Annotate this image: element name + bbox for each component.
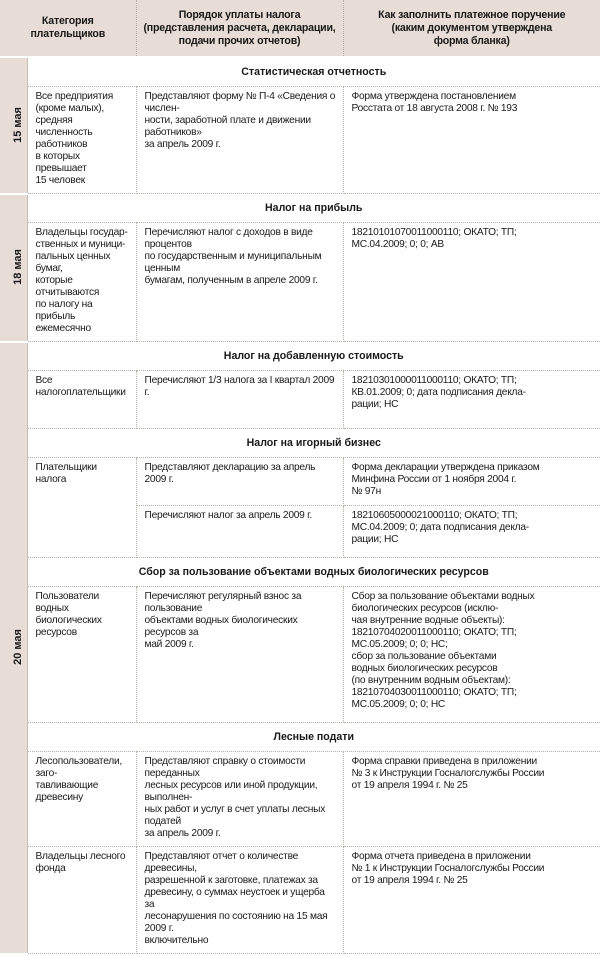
header-form: Как заполнить платежное поручение (каким документом утверждена форма бланка) — [343, 0, 600, 57]
section-title-vat: Налог на добавленную стоимость — [27, 342, 600, 371]
category-cell: Владельцы государ- ственных и муници- пальных ценных бумаг, которые отчитываются по налогу на прибыль ежемесячно — [27, 223, 136, 342]
date-cell-15 — [0, 57, 27, 194]
procedure-cell: Представляют форму № П-4 «Сведения о числен- ности, заработной плате и движении работников» за апрель 2009 г. — [136, 87, 343, 194]
form-cell: Форма отчета приведена в приложении № 1 к Инструкции Госналогслужбы России от 19 апреля 1994 г. № 25 — [343, 847, 600, 954]
table-row — [0, 223, 600, 342]
form-cell: Форма справки приведена в приложении № 3 к Инструкции Госналогслужбы России от 19 апреля 1994 г. № 25 — [343, 752, 600, 847]
section-title-profit: Налог на прибыль — [27, 194, 600, 223]
section-row-stat — [0, 57, 600, 87]
category-cell: Плательщики налога — [27, 458, 136, 558]
table-row — [0, 458, 600, 506]
date-cell-18 — [0, 194, 27, 342]
table-row — [0, 847, 600, 954]
header-procedure: Порядок уплаты налога (представления расчета, декларации, подачи прочих отчетов) — [136, 0, 343, 57]
form-cell: Форма декларации утверждена приказом Минфина России от 1 ноября 2004 г. № 97н — [343, 458, 600, 506]
category-cell: Лесопользователи, заго- тавливающие древесину — [27, 752, 136, 847]
category-cell: Все предприятия (кроме малых), средняя численность работников в которых превышает 15 человек — [27, 87, 136, 194]
section-row-profit — [0, 194, 600, 223]
date-label: 18 мая — [11, 249, 24, 285]
category-cell: Все налогоплательщики — [27, 371, 136, 429]
category-cell: Владельцы лесного фонда — [27, 847, 136, 954]
date-label: 15 мая — [11, 106, 24, 143]
procedure-cell: Перечисляют налог с доходов в виде процентов по государственным и муниципальным ценным бумагам, полученным в апреле 2009 г. — [136, 223, 343, 342]
form-cell: Сбор за пользование объектами водных биологических ресурсов (исклю- чая внутренние водные объекты): 18210704020011000110; ОКАТО; ТП; МС.05.2009; 0; 0; НС; сбор за пользование объектами водных биологических ресурсов (по внутренним водным объектам): 18210704030011000110; ОКАТО; ТП; МС.05.2009; 0; 0; НС — [343, 587, 600, 723]
section-title-forest: Лесные подати — [27, 723, 600, 752]
header-category: Категория плательщиков — [0, 0, 136, 57]
section-title-water: Сбор за пользование объектами водных биологических ресурсов — [27, 558, 600, 587]
section-row-water — [0, 558, 600, 587]
table-row — [0, 87, 600, 194]
section-title-gambling: Налог на игорный бизнес — [27, 429, 600, 458]
procedure-cell: Перечисляют регулярный взнос за пользование объектами водных биологических ресурсов за май 2009 г. — [136, 587, 343, 723]
procedure-cell: Представляют справку о стоимости переданных лесных ресурсов или иной продукции, выполнен- ных работ и услуг в счет уплаты лесных податей за апрель 2009 г. — [136, 752, 343, 847]
form-cell: 18210301000011000110; ОКАТО; ТП; КВ.01.2009; 0; дата подписания декла- рации; НС — [343, 371, 600, 429]
date-label: 20 мая — [11, 629, 24, 665]
date-cell-20 — [0, 342, 27, 954]
form-cell: Форма утверждена постановлением Росстата от 18 августа 2008 г. № 193 — [343, 87, 600, 194]
section-title-stat: Статистическая отчетность — [27, 57, 600, 87]
table-row — [0, 587, 600, 723]
section-row-forest — [0, 723, 600, 752]
form-cell: 18210101070011000110; ОКАТО; ТП; МС.04.2009; 0; 0; АВ — [343, 223, 600, 342]
procedure-cell: Представляют декларацию за апрель 2009 г. — [136, 458, 343, 506]
section-row-vat — [0, 342, 600, 371]
procedure-cell: Представляют отчет о количестве древесины, разрешенной к заготовке, платежах за древесину, о суммах неустоек и ущерба за лесонарушения по состоянию на 15 мая 2009 г. включительно — [136, 847, 343, 954]
table-header-row — [0, 0, 600, 57]
procedure-cell: Перечисляют налог за апрель 2009 г. — [136, 506, 343, 558]
form-cell: 18210605000021000110; ОКАТО; ТП; МС.04.2009; 0; дата подписания декла- рации; НС — [343, 506, 600, 558]
section-row-gambling — [0, 429, 600, 458]
category-cell: Пользователи водных биологических ресурсов — [27, 587, 136, 723]
procedure-cell: Перечисляют 1/3 налога за I квартал 2009 г. — [136, 371, 343, 429]
table-row — [0, 752, 600, 847]
table-row — [0, 371, 600, 429]
